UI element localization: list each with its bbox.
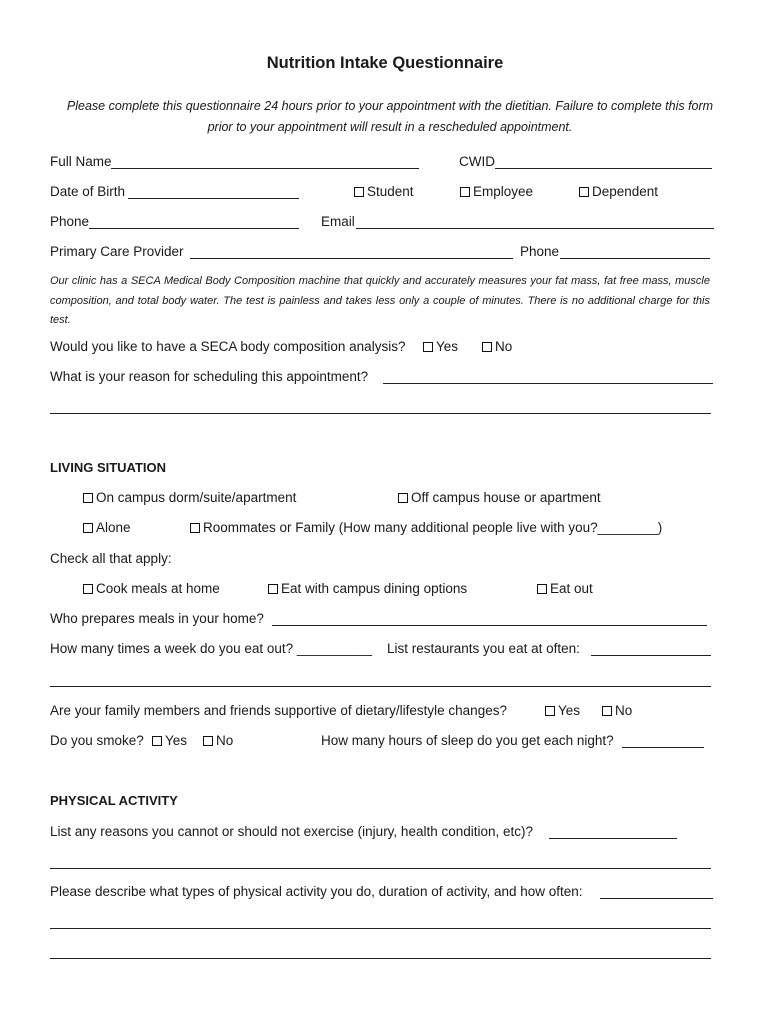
- cwid-label: CWID: [459, 154, 495, 169]
- seca-yes-option[interactable]: [423, 339, 458, 354]
- seca-no-label: No: [495, 339, 513, 354]
- eat-out-option[interactable]: [537, 581, 593, 596]
- restaurants-field[interactable]: [591, 655, 711, 656]
- exercise-reasons-label: List any reasons you cannot or should not exercise (injury, health condition, etc)?: [50, 824, 534, 839]
- restaurants-label: List restaurants you eat at often:: [387, 641, 580, 656]
- living-heading: LIVING SITUATION: [50, 460, 167, 475]
- support-yes-option[interactable]: [545, 703, 580, 718]
- alone-checkbox[interactable]: [83, 523, 93, 533]
- seca-question: Would you like to have a SECA body composition analysis?: [50, 339, 406, 354]
- exercise-reasons-field[interactable]: [549, 838, 677, 839]
- alone-label: Alone: [96, 520, 131, 535]
- support-no-option[interactable]: [602, 703, 632, 718]
- who-prepares-field[interactable]: [272, 625, 707, 626]
- reason-question: What is your reason for scheduling this appointment?: [50, 369, 369, 384]
- exercise-reasons-field-2[interactable]: [50, 868, 711, 869]
- seca-no-option[interactable]: [482, 339, 512, 354]
- smoke-no-option[interactable]: [203, 733, 233, 748]
- roommates-checkbox[interactable]: [190, 523, 200, 533]
- phone-field[interactable]: [89, 228, 299, 229]
- support-no-label: No: [615, 703, 633, 718]
- roommates-label: Roommates or Family (How many additional people live with you?________): [203, 520, 663, 535]
- seca-no-checkbox[interactable]: [482, 342, 492, 352]
- pcp-label: Primary Care Provider: [50, 244, 184, 259]
- smoke-yes-option[interactable]: [152, 733, 187, 748]
- pcp-phone-label: Phone: [520, 244, 560, 259]
- dependent-option[interactable]: [579, 184, 658, 199]
- activity-describe-field-2[interactable]: [50, 928, 711, 929]
- activity-describe-label: Please describe what types of physical activity you do, duration of activity, and how often:: [50, 884, 583, 899]
- dorm-option[interactable]: [83, 490, 296, 505]
- dining-option[interactable]: [268, 581, 467, 596]
- intro-text: Please complete this questionnaire 24 hours prior to your appointment with the dietitian. Failure to complete this form prior to your appointment will result in a rescheduled appointment.: [66, 99, 714, 134]
- pcp-phone-field[interactable]: [560, 258, 710, 259]
- full-name-field[interactable]: [111, 168, 419, 169]
- physical-heading: PHYSICAL ACTIVITY: [50, 793, 178, 808]
- employee-label: Employee: [473, 184, 534, 199]
- check-all-label: Check all that apply:: [50, 551, 172, 566]
- off-campus-option[interactable]: [398, 490, 601, 505]
- email-label: Email: [321, 214, 355, 229]
- support-yes-label: Yes: [558, 703, 581, 718]
- dependent-checkbox[interactable]: [579, 187, 589, 197]
- smoke-yes-checkbox[interactable]: [152, 736, 162, 746]
- activity-describe-field-3[interactable]: [50, 958, 711, 959]
- cwid-field[interactable]: [495, 168, 712, 169]
- employee-option[interactable]: [460, 184, 533, 199]
- sleep-question: How many hours of sleep do you get each night?: [321, 733, 614, 748]
- seca-yes-label: Yes: [436, 339, 459, 354]
- cook-label: Cook meals at home: [96, 581, 220, 596]
- dependent-label: Dependent: [592, 184, 659, 199]
- student-option[interactable]: [354, 184, 414, 199]
- smoke-yes-label: Yes: [165, 733, 188, 748]
- activity-describe-field[interactable]: [600, 898, 713, 899]
- dining-checkbox[interactable]: [268, 584, 278, 594]
- employee-checkbox[interactable]: [460, 187, 470, 197]
- family-support-question: Are your family members and friends supportive of dietary/lifestyle changes?: [50, 703, 507, 718]
- eat-out-label: Eat out: [550, 581, 593, 596]
- reason-field-2[interactable]: [50, 413, 711, 414]
- seca-note: Our clinic has a SECA Medical Body Composition machine that quickly and accurately measures your fat mass, fat free mass, muscle composition, and total body water. The test is painless and takes less only a couple of minutes. There is no additional charge for this test.: [50, 275, 710, 326]
- email-field[interactable]: [356, 228, 714, 229]
- seca-yes-checkbox[interactable]: [423, 342, 433, 352]
- dining-label: Eat with campus dining options: [281, 581, 468, 596]
- who-prepares-label: Who prepares meals in your home?: [50, 611, 264, 626]
- support-yes-checkbox[interactable]: [545, 706, 555, 716]
- off-campus-label: Off campus house or apartment: [411, 490, 601, 505]
- page-title: Nutrition Intake Questionnaire: [266, 54, 504, 72]
- smoke-question: Do you smoke?: [50, 733, 144, 748]
- full-name-label: Full Name: [50, 154, 112, 169]
- support-no-checkbox[interactable]: [602, 706, 612, 716]
- student-label: Student: [367, 184, 414, 199]
- smoke-no-label: No: [216, 733, 234, 748]
- student-checkbox[interactable]: [354, 187, 364, 197]
- roommates-option[interactable]: [190, 520, 662, 535]
- reason-field-1[interactable]: [383, 383, 713, 384]
- restaurants-field-2[interactable]: [50, 686, 711, 687]
- cook-checkbox[interactable]: [83, 584, 93, 594]
- dorm-checkbox[interactable]: [83, 493, 93, 503]
- alone-option[interactable]: [83, 520, 131, 535]
- phone-label: Phone: [50, 214, 90, 229]
- dorm-label: On campus dorm/suite/apartment: [96, 490, 297, 505]
- times-eat-out-label: How many times a week do you eat out? __________: [50, 641, 372, 656]
- cook-option[interactable]: [83, 581, 220, 596]
- smoke-no-checkbox[interactable]: [203, 736, 213, 746]
- dob-field[interactable]: [128, 198, 299, 199]
- off-campus-checkbox[interactable]: [398, 493, 408, 503]
- pcp-field[interactable]: [190, 258, 513, 259]
- eat-out-checkbox[interactable]: [537, 584, 547, 594]
- dob-label: Date of Birth: [50, 184, 126, 199]
- sleep-field[interactable]: [622, 747, 704, 748]
